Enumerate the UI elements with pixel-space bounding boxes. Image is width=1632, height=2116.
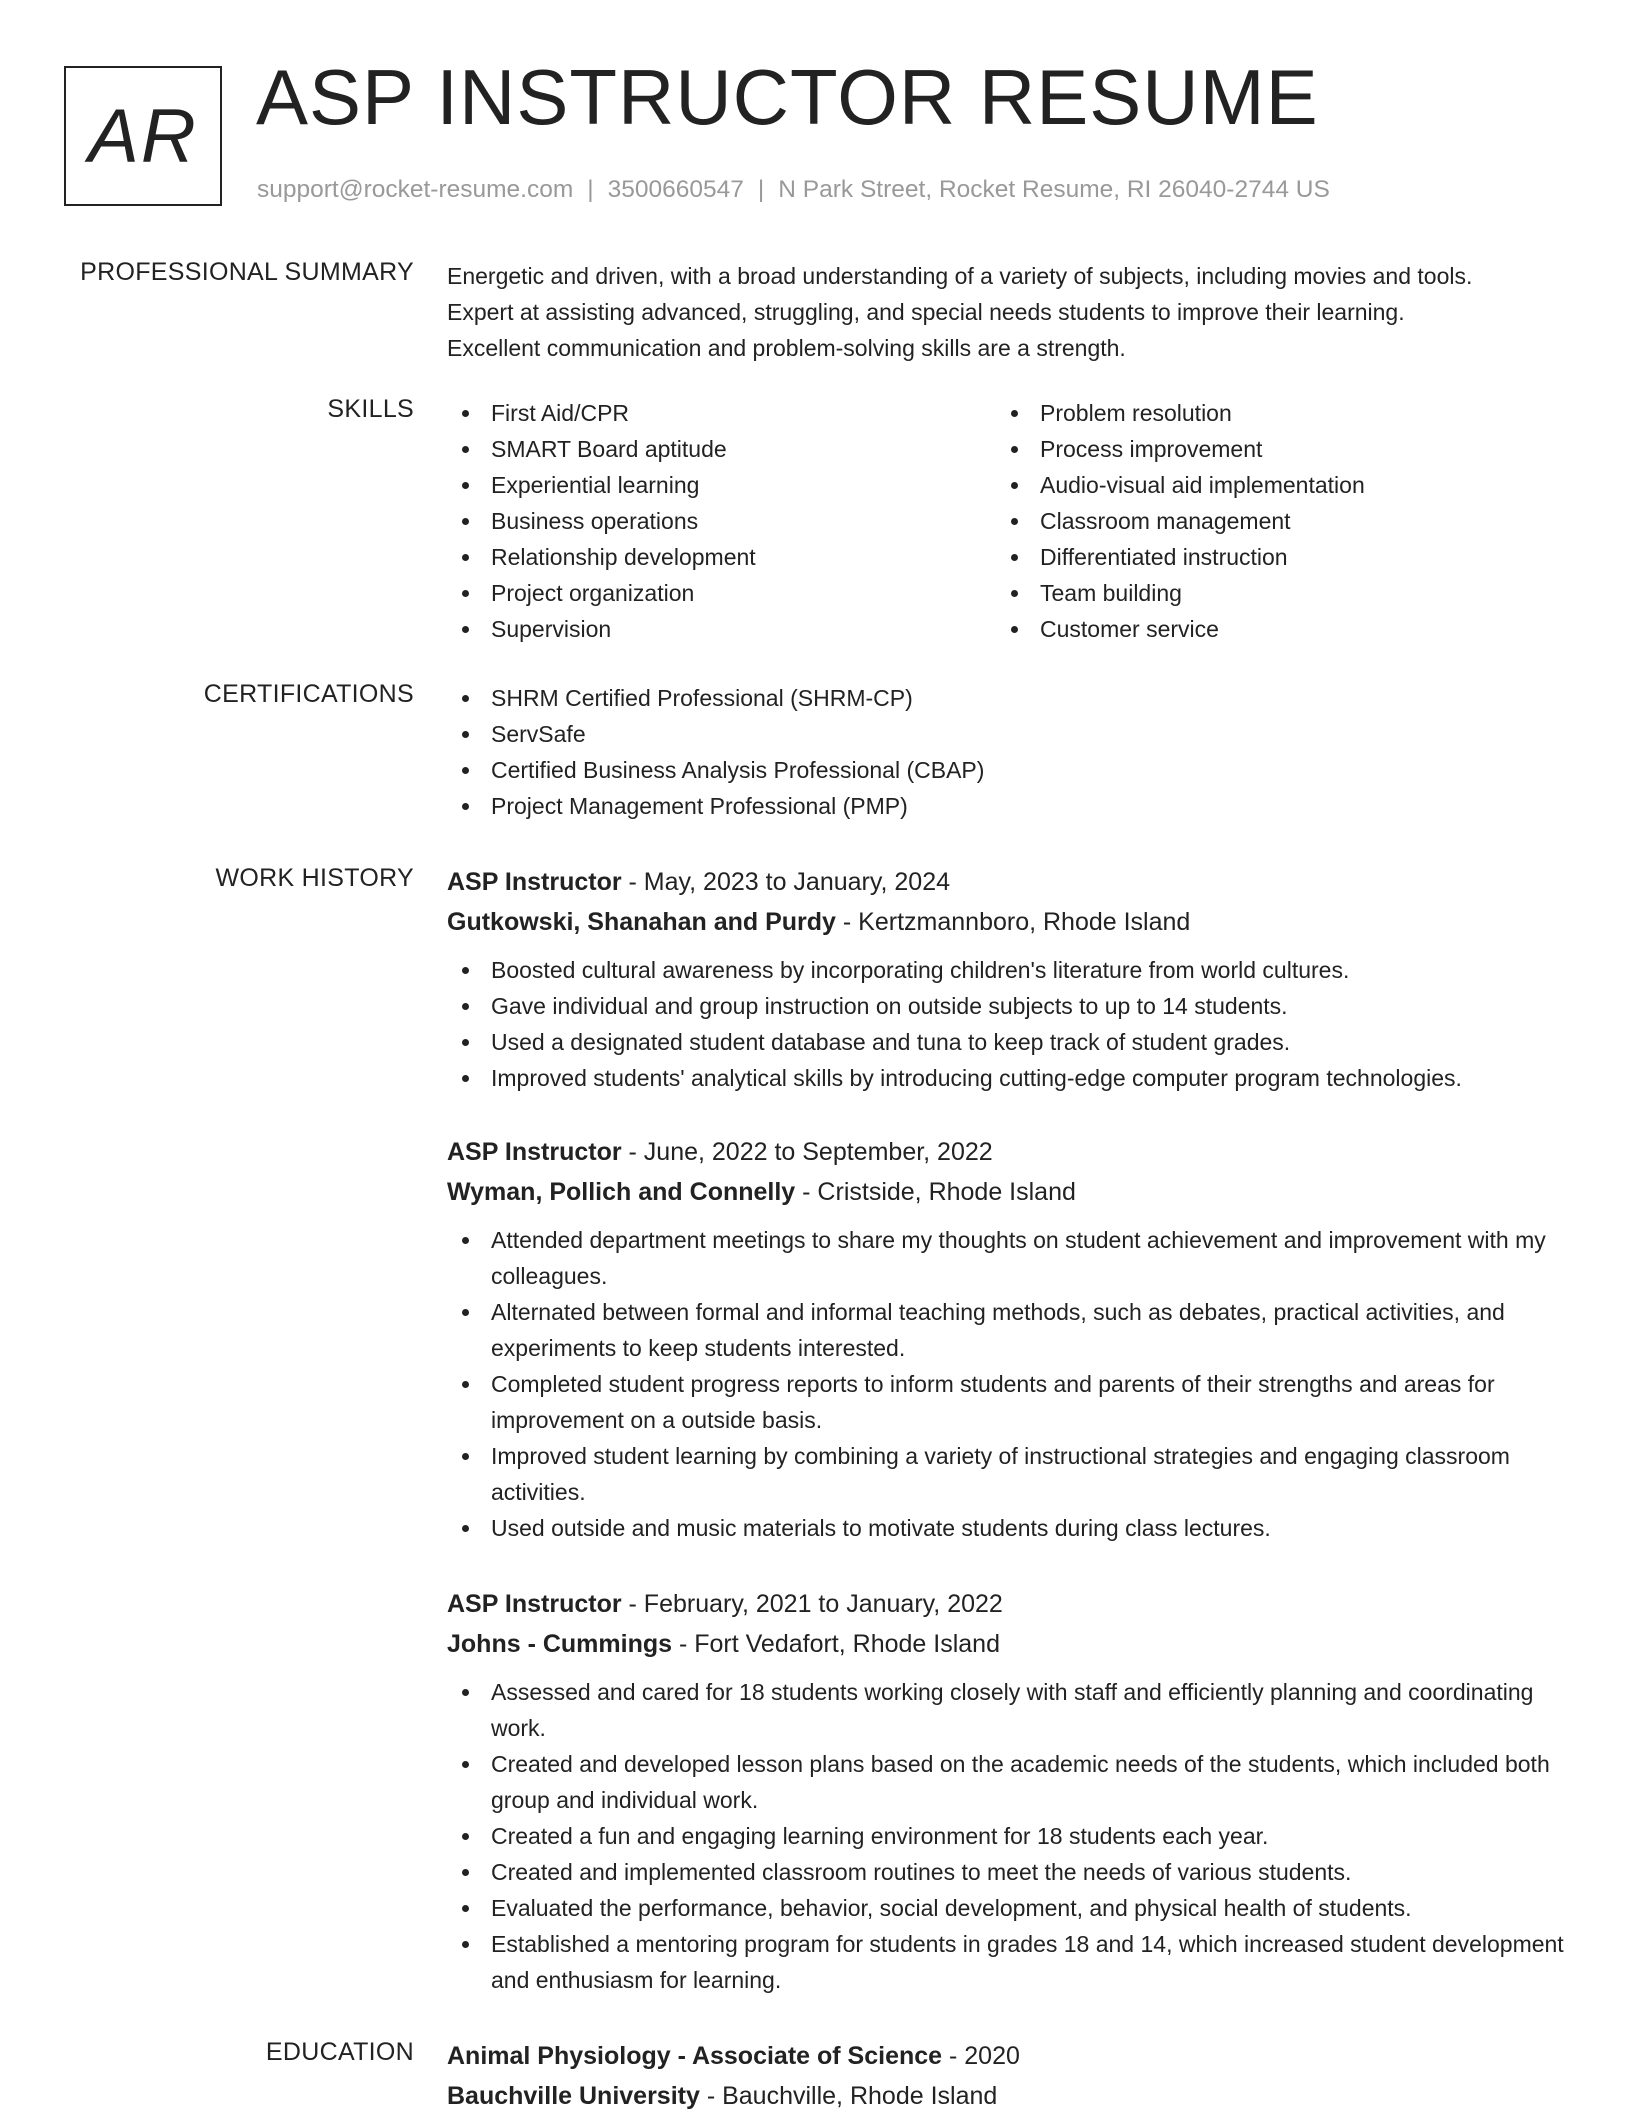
education-school: Bauchville University [447, 2082, 700, 2110]
job-duty: Completed student progress reports to inform students and parents of their strengths and areas for improvement on a outside basis. [447, 1366, 1567, 1438]
contact-address: N Park Street, Rocket Resume, RI 26040-2744 US [778, 176, 1330, 203]
contact-line [257, 176, 1330, 204]
job-location: - Cristside, Rhode Island [795, 1178, 1076, 1206]
job-duty: Used outside and music materials to motivate students during class lectures. [447, 1510, 1567, 1546]
section-label-skills: SKILLS [327, 395, 414, 423]
skill-item: Process improvement [996, 431, 1545, 467]
job-title-line [447, 862, 1567, 902]
job-duty: Created a fun and engaging learning environment for 18 students each year. [447, 1818, 1567, 1854]
job-company: Johns - Cummings [447, 1630, 673, 1658]
skill-item: Differentiated instruction [996, 539, 1545, 575]
skill-item: Audio-visual aid implementation [996, 467, 1545, 503]
education-body [447, 2036, 1567, 2116]
education-location: - Bauchville, Rhode Island [699, 2082, 998, 2110]
skill-item: Problem resolution [996, 395, 1545, 431]
skill-item: Business operations [447, 503, 996, 539]
education-school-line [447, 2076, 1567, 2116]
job-duty: Used a designated student database and tuna to keep track of student grades. [447, 1024, 1567, 1060]
skill-item: Experiential learning [447, 467, 996, 503]
certifications-list [447, 680, 1567, 824]
job-duty: Established a mentoring program for students in grades 18 and 14, which increased student development and enthusiasm for learning. [447, 1926, 1567, 1998]
skills-list-left [447, 395, 996, 647]
skill-item: SMART Board aptitude [447, 431, 996, 467]
job-location: - Kertzmannboro, Rhode Island [835, 908, 1191, 936]
job-title: ASP Instructor [447, 868, 622, 896]
section-label-work-history: WORK HISTORY [215, 864, 414, 892]
education-degree-line [447, 2036, 1567, 2076]
section-label-certifications: CERTIFICATIONS [203, 680, 414, 708]
job-duties-list [447, 952, 1567, 1096]
job-company: Gutkowski, Shanahan and Purdy [447, 908, 836, 936]
certification-item: ServSafe [447, 716, 1567, 752]
job-title-line [447, 1132, 1567, 1172]
job-duty: Created and developed lesson plans based on the academic needs of the students, which included both group and individual work. [447, 1746, 1567, 1818]
skill-item: Customer service [996, 611, 1545, 647]
job-duty: Evaluated the performance, behavior, social development, and physical health of students. [447, 1890, 1567, 1926]
job-entry [447, 1132, 1567, 1546]
skills-list-right [996, 395, 1545, 647]
monogram-logo: AR [64, 66, 222, 206]
job-dates: - June, 2022 to September, 2022 [621, 1138, 993, 1166]
skills-columns [447, 395, 1567, 647]
job-title-line [447, 1584, 1567, 1624]
job-company: Wyman, Pollich and Connelly [447, 1178, 796, 1206]
certification-item: SHRM Certified Professional (SHRM-CP) [447, 680, 1567, 716]
education-degree: Animal Physiology - Associate of Science [447, 2042, 943, 2070]
job-duty: Created and implemented classroom routines to meet the needs of various students. [447, 1854, 1567, 1890]
summary-line: Excellent communication and problem-solving skills are a strength. [447, 335, 1126, 361]
section-label-summary: PROFESSIONAL SUMMARY [80, 258, 414, 286]
job-dates: - February, 2021 to January, 2022 [621, 1590, 1003, 1618]
job-duty: Improved students' analytical skills by introducing cutting-edge computer program technologies. [447, 1060, 1567, 1096]
skill-item: Relationship development [447, 539, 996, 575]
job-title: ASP Instructor [447, 1138, 622, 1166]
job-duty: Alternated between formal and informal teaching methods, such as debates, practical activities, and experiments to keep students interested. [447, 1294, 1567, 1366]
skill-item: First Aid/CPR [447, 395, 996, 431]
certifications-body [447, 680, 1567, 824]
summary-line: Expert at assisting advanced, struggling, and special needs students to improve their learning. [447, 299, 1405, 325]
skill-item: Classroom management [996, 503, 1545, 539]
skill-item: Team building [996, 575, 1545, 611]
contact-phone[interactable]: 3500660547 [607, 176, 744, 203]
job-duty: Assessed and cared for 18 students working closely with staff and efficiently planning and coordinating work. [447, 1674, 1567, 1746]
summary-body [447, 258, 1567, 366]
section-label-education: EDUCATION [265, 2038, 414, 2066]
skill-item: Supervision [447, 611, 996, 647]
education-year: - 2020 [942, 2042, 1020, 2070]
resume-title: ASP INSTRUCTOR RESUME [256, 53, 1319, 141]
job-entry [447, 1584, 1567, 1998]
job-company-line [447, 1172, 1567, 1212]
job-entry [447, 862, 1567, 1096]
job-company-line [447, 1624, 1567, 1664]
job-dates: - May, 2023 to January, 2024 [621, 868, 951, 896]
job-duty: Attended department meetings to share my thoughts on student achievement and improvement with my colleagues. [447, 1222, 1567, 1294]
certification-item: Project Management Professional (PMP) [447, 788, 1567, 824]
job-duty: Gave individual and group instruction on outside subjects to up to 14 students. [447, 988, 1567, 1024]
certification-item: Certified Business Analysis Professional (CBAP) [447, 752, 1567, 788]
job-title: ASP Instructor [447, 1590, 622, 1618]
job-duties-list [447, 1222, 1567, 1546]
job-duty: Boosted cultural awareness by incorporating children's literature from world cultures. [447, 952, 1567, 988]
job-company-line [447, 902, 1567, 942]
job-duty: Improved student learning by combining a variety of instructional strategies and engaging classroom activities. [447, 1438, 1567, 1510]
job-location: - Fort Vedafort, Rhode Island [672, 1630, 1000, 1658]
contact-separator: | [757, 176, 765, 203]
summary-line: Energetic and driven, with a broad understanding of a variety of subjects, including movies and tools. [447, 263, 1473, 289]
contact-separator: | [587, 176, 594, 203]
contact-email[interactable]: support@rocket-resume.com [257, 176, 574, 203]
job-duties-list [447, 1674, 1567, 1998]
skill-item: Project organization [447, 575, 996, 611]
